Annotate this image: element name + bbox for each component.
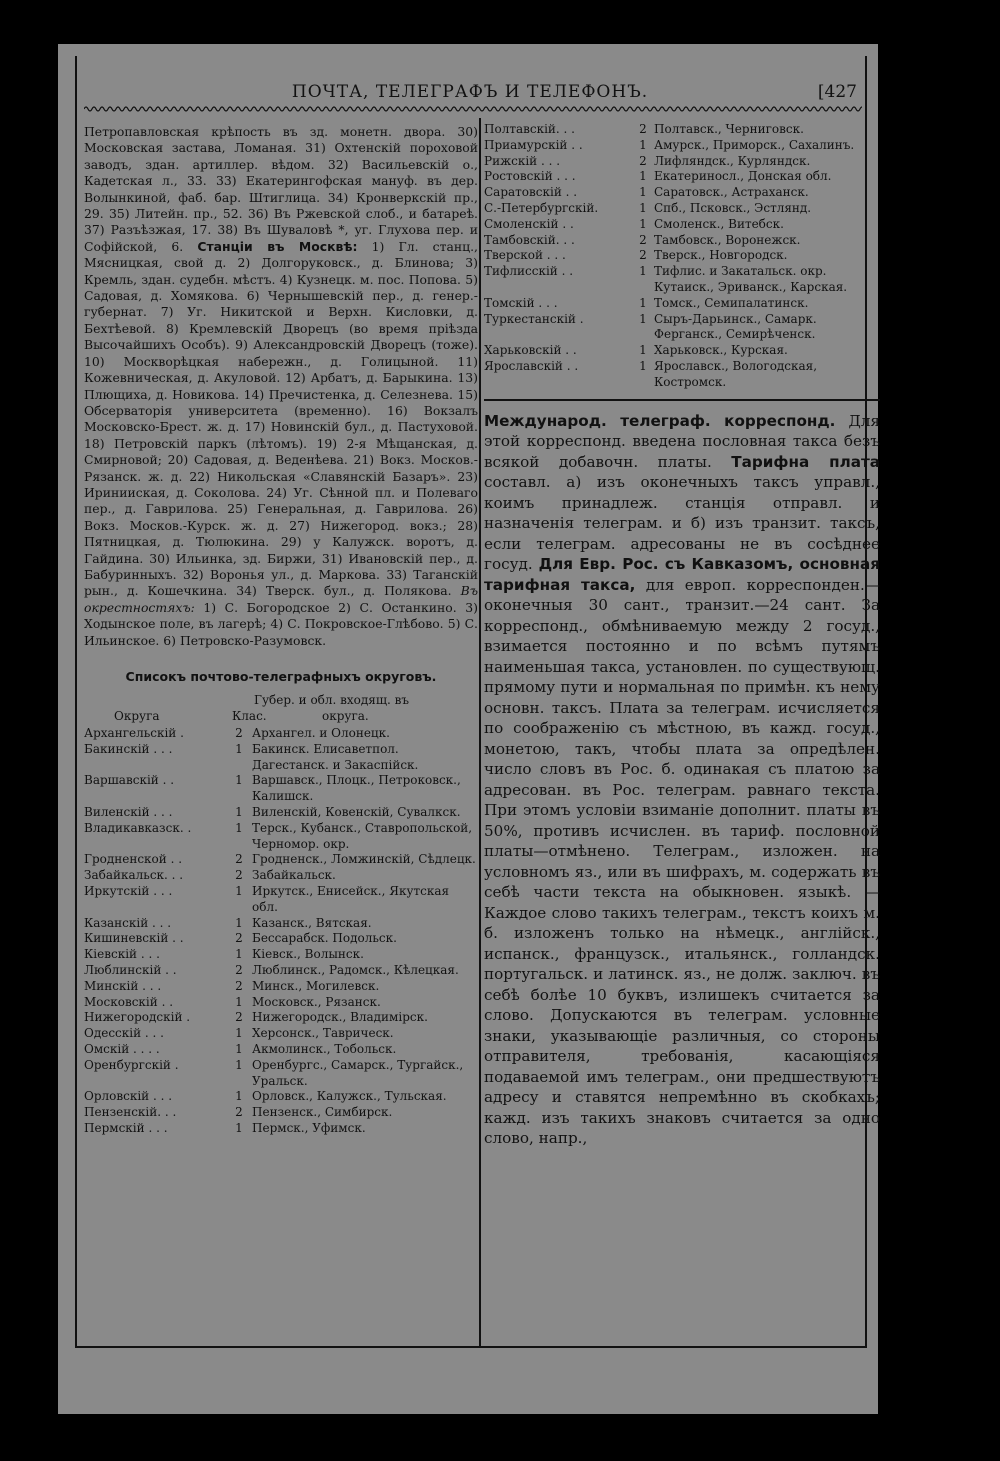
okrug-class: 1 bbox=[235, 947, 243, 962]
okrug-row bbox=[84, 868, 478, 884]
outskirts-stations: 1) С. Богородское 2) С. Останкино. 3) Ходынское поле, въ лагерѣ; 4) С. Покровское-Глѣбово. 5) С. Ильинское. 6) Петровско-Разумовск. bbox=[84, 599, 478, 648]
okrug-class: 1 bbox=[639, 343, 647, 358]
okrug-row bbox=[84, 852, 478, 868]
okrug-name: Нижегородскій . bbox=[84, 1010, 191, 1025]
okrug-class: 2 bbox=[235, 868, 243, 883]
okrug-row bbox=[84, 1010, 478, 1026]
okrug-class: 2 bbox=[235, 1010, 243, 1025]
okrug-class: 2 bbox=[235, 931, 243, 946]
okrug-row bbox=[484, 169, 880, 185]
okrug-name: Кіевскій . . . bbox=[84, 947, 160, 962]
col-okrug-head: Округа bbox=[114, 709, 160, 723]
okrug-row bbox=[84, 773, 478, 805]
intl-text-1: Для этой корреспонд. введена пословная такса безъ всякой добавочн. платы. bbox=[484, 411, 880, 471]
okrug-class: 2 bbox=[235, 962, 243, 977]
okrug-name: Тифлисскій . . bbox=[484, 264, 574, 279]
okrug-provinces: Спб., Псковск., Эстлянд. bbox=[654, 200, 812, 215]
okrug-provinces: Амурск., Приморск., Сахалинъ. bbox=[654, 137, 855, 152]
okrug-name: Саратовскій . . bbox=[484, 185, 578, 200]
okrug-name: Оренбургскій . bbox=[84, 1057, 179, 1072]
okrug-provinces: Нижегородск., Владимірск. bbox=[252, 1010, 428, 1025]
okrug-class: 1 bbox=[235, 1120, 243, 1135]
okrug-row bbox=[84, 916, 478, 932]
okrug-provinces: Акмолинск., Тобольск. bbox=[252, 1041, 397, 1056]
okrug-provinces: Сыръ-Дарьинск., Самарк. Ферганск., Семирѣченск. bbox=[654, 311, 817, 342]
intl-text-3: для европ. корреспонден.—оконечныя 30 сант., транзит.—24 сант. За корреспонд., обмѣниваемую между 2 госуд., взимается постоянно и по всѣмъ путямъ наименьшая такса, установлен. по существующ. прямому пути и нормальная по примѣн. къ нему основн. таксъ. Плата за телеграм. исчисляется по соображенію съ мѣстною, въ кажд. госуд., монетою, такъ, чтобы плата за опредѣлен. число словъ въ Рос. б. одинакая съ платою за адресован. въ Рос. телеграм. равнаго текста. При этомъ условіи взиманіе дополнит. платы въ 50%, противъ исчислен. въ тариф. пословной платы—отмѣнено. Телеграм., изложен. на условномъ яз., или въ шифрахъ, м. содержать въ себѣ части текста на обыкновен. языкѣ. — Каждое слово такихъ телеграм., текстъ коихъ м. б. изложенъ только на нѣмецк., англійск., испанск., французск., итальянск., голландск. португальск. и латинск. яз., не долж. заключ. въ себѣ болѣе 10 буквъ, излишекъ считается за слово. Допускаются въ телеграм. условные знаки, указывающіе различныя, со стороны отправителя, требованія, касающіяся подаваемой имъ телеграм., они предшествуютъ адресу и ставятся непремѣнно въ скобкахъ; кажд. изъ такихъ знаковъ считается за одно слово, напр., bbox=[484, 575, 880, 1148]
okrug-provinces: Полтавск., Черниговск. bbox=[654, 122, 804, 136]
okrug-row bbox=[484, 264, 880, 296]
tariff-heading: Тарифна плата bbox=[731, 452, 880, 471]
okrug-name: Ярославскій . . bbox=[484, 358, 579, 373]
okrug-provinces: Минск., Могилевск. bbox=[252, 978, 380, 993]
eur-ros-heading: Для Евр. Рос. съ Кавказомъ, основная тарифная такса, bbox=[484, 555, 880, 594]
okrug-class: 1 bbox=[235, 883, 243, 898]
okrug-class: 1 bbox=[235, 1041, 243, 1056]
okrug-row bbox=[84, 947, 478, 963]
okrug-row bbox=[84, 726, 478, 742]
intl-telegraph-text bbox=[484, 411, 880, 1149]
running-header bbox=[75, 80, 865, 106]
okrug-name: Харьковскій . . bbox=[484, 343, 577, 358]
okrug-row bbox=[84, 1105, 478, 1121]
okrug-class: 1 bbox=[235, 1057, 243, 1072]
okrug-name: Виленскій . . . bbox=[84, 804, 173, 819]
okrug-provinces: Екатериносл., Донская обл. bbox=[654, 169, 832, 184]
okrug-class: 2 bbox=[235, 1105, 243, 1120]
okrug-name: Московскій . . bbox=[84, 994, 174, 1009]
okrug-row bbox=[84, 884, 478, 916]
okrug-name: Одесскій . . . bbox=[84, 1026, 164, 1041]
okrug-name: Приамурскій . . bbox=[484, 137, 583, 152]
right-column bbox=[484, 118, 880, 1338]
okrug-provinces: Гродненск., Ломжинскій, Сѣдлецк. bbox=[252, 852, 476, 867]
okrugs-table-right bbox=[484, 122, 880, 391]
okrug-provinces: Пензенск., Симбирск. bbox=[252, 1105, 393, 1120]
okrug-class: 1 bbox=[235, 1026, 243, 1041]
okrug-provinces: Ярославск., Вологодская, Костромск. bbox=[654, 358, 818, 389]
col-class-head: Клас. bbox=[232, 709, 267, 723]
okrug-provinces: Смоленск., Витебск. bbox=[654, 216, 784, 231]
okrug-name: Казанскій . . . bbox=[84, 915, 172, 930]
okrug-row bbox=[84, 805, 478, 821]
okrug-name: Владикавказск. . bbox=[84, 820, 192, 835]
okrug-provinces: Бессарабск. Подольск. bbox=[252, 931, 397, 946]
col-gub-head: округа. bbox=[322, 709, 369, 723]
okrug-provinces: Иркутск., Енисейск., Якутская обл. bbox=[252, 883, 450, 914]
okrug-provinces: Московск., Рязанск. bbox=[252, 994, 381, 1009]
okrug-row bbox=[484, 185, 880, 201]
okrugs-head-2 bbox=[84, 708, 478, 726]
spb-stations: Петропавловская крѣпость въ зд. монетн. двора. 30) Московская застава, Ломаная. 31) Охтенскій пороховой заводъ, здан. артиллер. вѣдом. 32) Васильевскій о., Кадетская л., 33. 33) Екатерингофская мануф. въ дер. Волынкиной, фаб. бар. Штиглица. 34) Кронверкскій пр., 29. 35) Литейн. пр., 52. 36) Въ Ржевской слоб., и батареѣ. 37) Разъѣзжая, 17. 38) Въ Шуваловѣ *, уг. Глухова пер. и Софійской, 6. bbox=[84, 124, 478, 254]
okrug-provinces: Тамбовск., Воронежск. bbox=[654, 232, 801, 247]
moscow-stations-heading: Станціи въ Москвѣ: bbox=[197, 238, 358, 254]
okrug-provinces: Забайкальск. bbox=[252, 868, 336, 883]
okrug-class: 1 bbox=[235, 773, 243, 788]
okrug-provinces: Люблинск., Радомск., Кѣлецкая. bbox=[252, 962, 459, 977]
okrug-row bbox=[484, 312, 880, 344]
okrug-row bbox=[84, 1089, 478, 1105]
okrugs-head-1: Губер. и обл. входящ. въ bbox=[254, 693, 410, 707]
okrug-class: 2 bbox=[639, 122, 647, 136]
okrug-class: 1 bbox=[639, 311, 647, 326]
okrug-name: Бакинскій . . . bbox=[84, 741, 173, 756]
okrug-provinces: Кіевск., Волынск. bbox=[252, 947, 364, 962]
okrug-name: Смоленскій . . bbox=[484, 216, 574, 231]
okrug-name: Гродненской . . bbox=[84, 852, 183, 867]
okrug-provinces: Пермск., Уфимск. bbox=[252, 1120, 366, 1135]
okrug-row bbox=[484, 138, 880, 154]
okrug-name: Пензенскій. . . bbox=[84, 1105, 177, 1120]
okrug-row bbox=[84, 742, 478, 774]
okrug-row bbox=[484, 122, 880, 138]
okrug-provinces: Архангел. и Олонецк. bbox=[252, 726, 390, 740]
okrug-name: Пермскій . . . bbox=[84, 1120, 168, 1135]
okrug-row bbox=[84, 1042, 478, 1058]
okrug-class: 1 bbox=[639, 169, 647, 184]
okrug-row bbox=[484, 343, 880, 359]
okrug-provinces: Харьковск., Курская. bbox=[654, 343, 788, 358]
okrug-name: Ростовскій . . . bbox=[484, 169, 576, 184]
okrug-class: 1 bbox=[639, 185, 647, 200]
okrug-class: 1 bbox=[639, 358, 647, 373]
okrug-provinces: Виленскій, Ковенскій, Сувалкск. bbox=[252, 804, 461, 819]
okrug-row bbox=[84, 995, 478, 1011]
okrug-class: 2 bbox=[639, 232, 647, 247]
okrugs-title: Списокъ почтово-телеграфныхъ округовъ. bbox=[125, 669, 437, 684]
okrug-name: Варшавскій . . bbox=[84, 773, 175, 788]
okrug-name: Тверской . . . bbox=[484, 248, 566, 263]
okrug-row bbox=[484, 233, 880, 249]
okrug-name: Люблинскій . . bbox=[84, 962, 177, 977]
okrug-row bbox=[84, 979, 478, 995]
okrug-provinces: Бакинск. Елисаветпол. Дагестанск. и Закаспійск. bbox=[252, 741, 419, 772]
okrug-row bbox=[484, 296, 880, 312]
okrug-class: 2 bbox=[639, 248, 647, 263]
okrug-name: Томскій . . . bbox=[484, 295, 558, 310]
moscow-stations: 1) Гл. станц., Мясницкая, свой д. 2) Долгоруковск., д. Блинова; 3) Кремль, здан. судебн. мѣстъ. 4) Кузнецк. м. пос. Попова. 5) Садовая, д. Хомякова. 6) Чернышевскій пер., д. генер.-губернат. 7) Уг. Никитской и Верхн. Кисловки, д. Бехтѣевой. 8) Кремлевскій Дворецъ (во время пріѣзда Высочайшихъ Особъ). 9) Александровскій Дворецъ (тоже). 10) Москворѣцкая набережн., д. Голицыной. 11) Кожевническая, д. Акуловой. 12) Арбатъ, д. Барыкина. 13) Плющиха, д. Новикова. 14) Пречистенка, д. Селезнева. 15) Обсерваторія университета (временно). 16) Вокзалъ Московско-Брест. ж. д. 17) Новинскій бул., д. Пастуховой. 18) Петровскій паркъ (лѣтомъ). 19) 2-я Мѣщанская, д. Смирновой; 20) Садовая, д. Веденѣева. 21) Вокз. Москов.-Рязанск. ж. д. 22) Никольская «Славянскій Базаръ». 23) Иринииская, д. Соколова. 24) Уг. Сѣнной пл. и Полеваго пер., д. Гаврилова. 25) Генеральная, д. Гаврилова. 26) Вокз. Москов.-Курск. ж. д. 27) Нижегород. вокз.; 28) Пятницкая, д. Тюлюкина. 29) у Калужск. воротъ, д. Гайдина. 30) Ильинка, зд. Биржи, 31) Ивановскій пер., д. Бабуринныхъ. 32) Воронья ул., д. Маркова. 33) Таганскій рын., д. Кошечкина. 34) Тверск. бул., д. Полякова. bbox=[84, 238, 478, 599]
okrug-provinces: Варшавск., Плоцк., Петроковск., Калишск. bbox=[252, 773, 461, 804]
page-number: [427 bbox=[817, 82, 857, 102]
okrug-row bbox=[484, 359, 880, 391]
okrug-provinces: Оренбургс., Самарск., Тургайск., Уральск. bbox=[252, 1057, 464, 1088]
okrug-class: 2 bbox=[235, 978, 243, 993]
okrug-class: 1 bbox=[639, 200, 647, 215]
okrug-name: Архангельскій . bbox=[84, 726, 184, 740]
okrug-row bbox=[484, 217, 880, 233]
okrug-class: 1 bbox=[639, 216, 647, 231]
column-divider bbox=[479, 118, 481, 1346]
okrug-provinces: Тверск., Новгородск. bbox=[654, 248, 788, 263]
okrug-class: 1 bbox=[639, 137, 647, 152]
intl-text-2: составл. а) изъ оконечныхъ таксъ управл., коимъ принадлеж. станція отправл. и назначенія телеграм. и б) изъ транзит. таксъ, если телеграм. адресованы не въ сосѣднее госуд. bbox=[484, 473, 880, 574]
stations-text bbox=[84, 124, 478, 649]
okrug-name: Минскій . . . bbox=[84, 978, 162, 993]
okrug-class: 1 bbox=[235, 994, 243, 1009]
okrug-row bbox=[84, 1121, 478, 1137]
okrug-row bbox=[484, 248, 880, 264]
okrug-class: 2 bbox=[235, 726, 243, 740]
okrugs-table-left bbox=[84, 726, 478, 1137]
okrug-class: 2 bbox=[235, 852, 243, 867]
okrug-name: Орловскій . . . bbox=[84, 1089, 173, 1104]
okrug-name: Рижскій . . . bbox=[484, 153, 561, 168]
okrug-class: 1 bbox=[639, 295, 647, 310]
outskirts-heading: Въ окрестностяхъ: bbox=[84, 583, 478, 615]
okrug-class: 1 bbox=[235, 820, 243, 835]
okrug-provinces: Лифляндск., Курляндск. bbox=[654, 153, 811, 168]
okrug-provinces: Казанск., Вятская. bbox=[252, 915, 372, 930]
okrug-name: Забайкальск. . . bbox=[84, 868, 184, 883]
okrug-provinces: Томск., Семипалатинск. bbox=[654, 295, 809, 310]
okrug-class: 1 bbox=[235, 1089, 243, 1104]
okrug-row bbox=[484, 154, 880, 170]
okrug-name: С.-Петербургскій. bbox=[484, 200, 599, 215]
okrug-name: Иркутскій . . . bbox=[84, 883, 173, 898]
okrug-name: Омскій . . . . bbox=[84, 1041, 160, 1056]
intl-heading: Международ. телеграф. корреспонд. bbox=[484, 411, 836, 430]
okrug-provinces: Саратовск., Астраханск. bbox=[654, 185, 809, 200]
okrug-class: 2 bbox=[639, 153, 647, 168]
okrug-row bbox=[84, 1058, 478, 1090]
okrug-name: Тамбовскій. . . bbox=[484, 232, 575, 247]
okrug-name: Туркестанскій . bbox=[484, 311, 584, 326]
okrug-class: 1 bbox=[235, 741, 243, 756]
okrug-class: 1 bbox=[639, 264, 647, 279]
okrug-class: 1 bbox=[235, 915, 243, 930]
wavy-divider bbox=[84, 104, 862, 114]
section-rule bbox=[484, 399, 880, 401]
header-title: ПОЧТА, ТЕЛЕГРАФЪ И ТЕЛЕФОНЪ. bbox=[291, 82, 649, 102]
okrug-row bbox=[84, 931, 478, 947]
okrug-name: Полтавскій. . . bbox=[484, 122, 575, 136]
okrug-name: Кишиневскій . . bbox=[84, 931, 184, 946]
okrug-row bbox=[84, 1026, 478, 1042]
left-column bbox=[84, 124, 478, 1334]
okrug-row bbox=[84, 821, 478, 853]
okrug-provinces: Тифлис. и Закатальск. окр. Кутаиск., Эриванск., Карская. bbox=[654, 264, 848, 294]
okrug-provinces: Терск., Кубанск., Ставропольской, Черномор. окр. bbox=[252, 820, 473, 851]
okrug-provinces: Орловск., Калужск., Тульская. bbox=[252, 1089, 447, 1104]
okrug-row bbox=[84, 963, 478, 979]
okrug-provinces: Херсонск., Таврическ. bbox=[252, 1026, 394, 1041]
okrug-row bbox=[484, 201, 880, 217]
okrug-class: 1 bbox=[235, 804, 243, 819]
